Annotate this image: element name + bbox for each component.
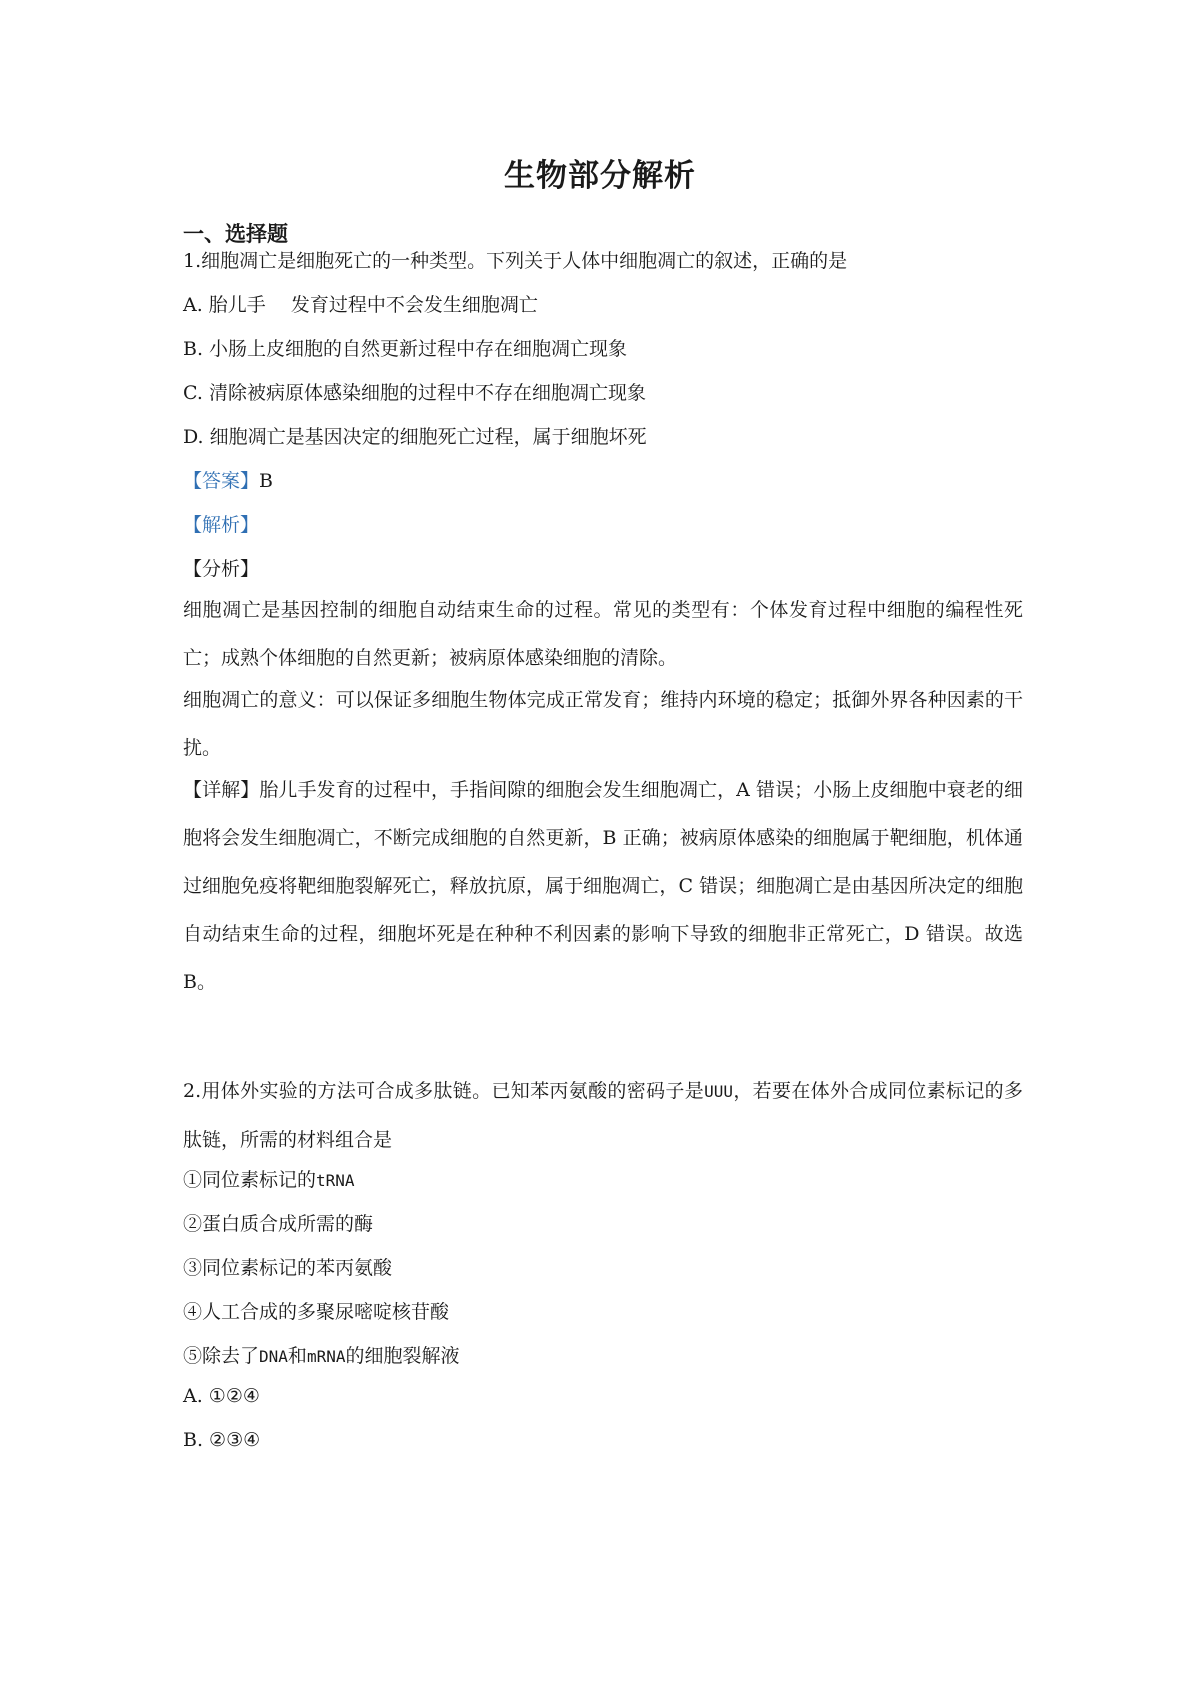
question-1-option-d: D. 细胞凋亡是基因决定的细胞死亡过程，属于细胞坏死 (183, 426, 647, 448)
fenxi-tag: 【分析】 (183, 558, 260, 580)
question-2-item-5 (183, 1341, 459, 1368)
question-2-option-a: A. ①②④ (183, 1385, 260, 1407)
item-5-text-a: ⑤除去了 (183, 1345, 260, 1367)
item-5-code-2: mRNA (306, 1347, 346, 1366)
question-2-stem-b: ，若要在体外合成同位素标记的多肽链，所需的材料组合是 (183, 1080, 1023, 1151)
question-1-option-b: B. 小肠上皮细胞的自然更新过程中存在细胞凋亡现象 (183, 338, 628, 360)
item-5-text-b: 的细胞裂解液 (345, 1345, 460, 1367)
question-2-stem (183, 1067, 1023, 1164)
question-1-answer (183, 466, 273, 493)
question-2-item-4: ④人工合成的多聚尿嘧啶核苷酸 (183, 1301, 450, 1323)
answer-value: B (259, 470, 273, 492)
question-2-item-3: ③同位素标记的苯丙氨酸 (183, 1257, 393, 1279)
fenxi-paragraph-2: 细胞凋亡的意义：可以保证多细胞生物体完成正常发育；维持内环境的稳定；抵御外界各种因素的干扰。 (183, 689, 1023, 759)
analysis-tag: 【解析】 (183, 514, 260, 536)
question-2-option-b: B. ②③④ (183, 1429, 261, 1451)
question-2-item-2: ②蛋白质合成所需的酶 (183, 1213, 374, 1235)
item-5-text-mid: 和 (287, 1345, 307, 1367)
page-title: 生物部分解析 (504, 158, 696, 194)
item-1-code: tRNA (316, 1171, 355, 1190)
question-1-option-c: C. 清除被病原体感染细胞的过程中不存在细胞凋亡现象 (183, 382, 646, 404)
section-heading: 一、选择题 (183, 221, 288, 246)
fenxi-paragraph-1: 细胞凋亡是基因控制的细胞自动结束生命的过程。常见的类型有：个体发育过程中细胞的编程性死亡；成熟个体细胞的自然更新；被病原体感染细胞的清除。 (183, 599, 1023, 669)
codon-code: UUU (704, 1082, 733, 1101)
detail-text: 胎儿手发育的过程中，手指间隙的细胞会发生细胞凋亡，A 错误；小肠上皮细胞中衰老的细胞将会发生细胞凋亡，不断完成细胞的自然更新，B 正确；被病原体感染的细胞属于靶细胞，机体通过细胞免疫将靶细胞裂解死亡，释放抗原，属于细胞凋亡，C 错误；细胞凋亡是由基因所决定的细胞自动结束生命的过程，细胞坏死是在种种不利因素的影响下导致的细胞非正常死亡，D 错误。故选 B。 (183, 779, 1023, 993)
item-5-code-1: DNA (259, 1347, 288, 1366)
answer-tag: 【答案】 (183, 470, 260, 492)
question-1-stem: 1.细胞凋亡是细胞死亡的一种类型。下列关于人体中细胞凋亡的叙述，正确的是 (183, 250, 848, 272)
detail-tag: 【详解】 (183, 779, 260, 801)
item-1-text: ①同位素标记的 (183, 1169, 317, 1191)
detail-paragraph (183, 766, 1023, 1006)
question-2-item-1 (183, 1165, 355, 1192)
question-1-option-a: A. 胎儿手 发育过程中不会发生细胞凋亡 (183, 294, 538, 316)
question-2-stem-a: 2.用体外实验的方法可合成多肽链。已知苯丙氨酸的密码子是 (183, 1080, 705, 1102)
